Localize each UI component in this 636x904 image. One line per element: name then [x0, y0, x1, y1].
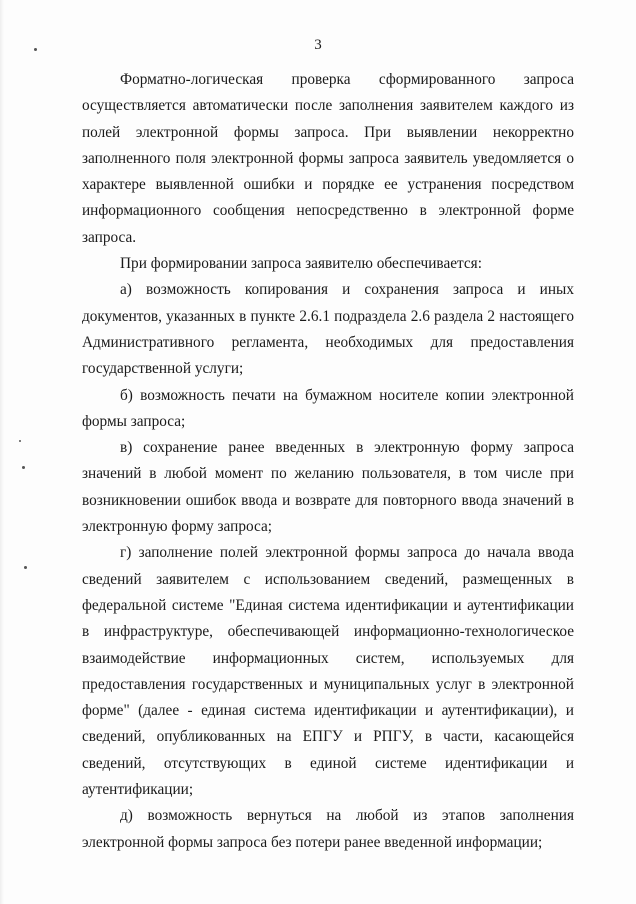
list-item-v: в) сохранение ранее введенных в электронную форму запроса значений в любой момент по желанию пользователя, в том числе при возникновении ошибок ввода и возврате для повторного ввода значений в электронную форму запроса; [82, 439, 574, 536]
paragraph-provisions-intro: При формировании запроса заявителю обеспечивается: [120, 255, 482, 273]
list-item-b: б) возможность печати на бумажном носителе копии электронной формы запроса; [82, 386, 574, 430]
page-number: 3 [314, 37, 322, 53]
scan-speck [24, 566, 27, 569]
list-item-d: д) возможность вернуться на любой из этапов заполнения электронной формы запроса без потери ранее введенной информации; [82, 807, 574, 851]
scan-speck [19, 440, 21, 442]
scan-speck [22, 466, 25, 469]
list-item-a: а) возможность копирования и сохранения запроса и иных документов, указанных в пункте 2.6.1 подраздела 2.6 раздела 2 настоящего Административного регламента, необходимых для предоставления государственной услуги; [82, 281, 574, 378]
scan-edge-shadow [0, 0, 4, 904]
body-text [82, 67, 574, 856]
list-item-g: г) заполнение полей электронной формы запроса до начала ввода сведений заявителем с использованием сведений, размещенных в федеральной системе "Единая система идентификации и аутентификации в инфраструктуре, обеспечивающей информационно-технологическое взаимодействие информационных систем, используемых для предоставления государственных и муниципальных услуг в электронной форме" (далее - единая система идентификации и аутентификации), и сведений, опубликованных на ЕПГУ и РПГУ, в части, касающейся сведений, отсутствующих в единой системе идентификации и аутентификации; [82, 544, 574, 799]
paragraph-format-check: Форматно-логическая проверка сформированного запроса осуществляется автоматически после заполнения заявителем каждого из полей электронной формы запроса. При выявлении некорректно заполненного поля электронной формы запроса заявитель уведомляется о характере выявленной ошибки и порядке ее устранения посредством информационного сообщения непосредственно в электронной форме запроса. [82, 71, 574, 246]
